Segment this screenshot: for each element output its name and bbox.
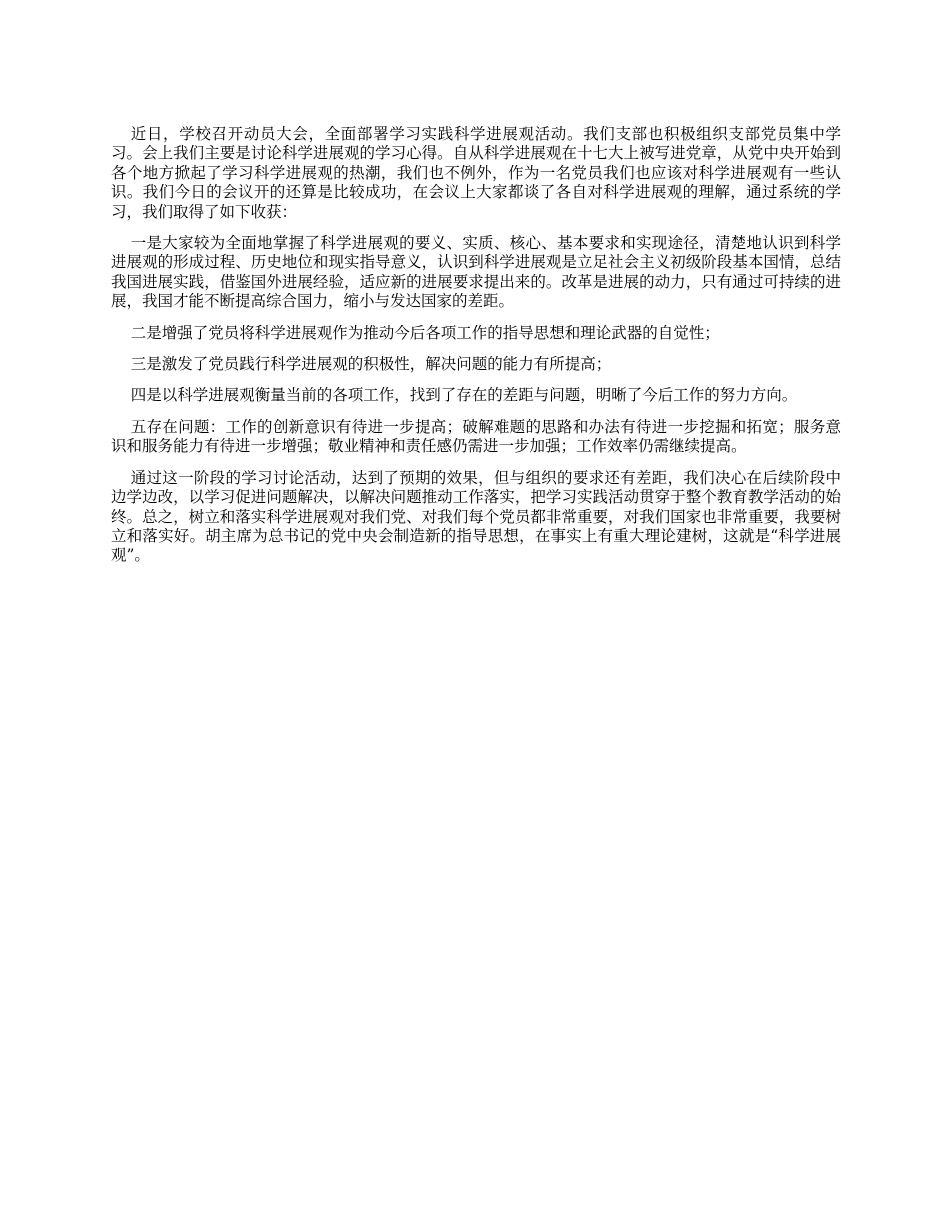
paragraph-point-one: 一是大家较为全面地掌握了科学进展观的要义、实质、核心、基本要求和实现途径，清楚地认识到科学进展观的形成过程、历史地位和现实指导意义，认识到科学进展观是立足社会主义初级阶段基本国情，总结我国进展实践，借鉴国外进展经验，适应新的进展要求提出来的。改革是进展的动力，只有通过可持续的进展，我国才能不断提高综合国力，缩小与发达国家的差距。 (111, 234, 841, 311)
paragraph-conclusion: 通过这一阶段的学习讨论活动，达到了预期的效果，但与组织的要求还有差距，我们决心在后续阶段中边学边改，以学习促进问题解决，以解决问题推动工作落实，把学习实践活动贯穿于整个教育教学活动的始终。总之，树立和落实科学进展观对我们党、对我们每个党员都非常重要，对我们国家也非常重要，我要树立和落实好。胡主席为总书记的党中央会制造新的指导思想，在事实上有重大理论建树，这就是“科学进展观”。 (111, 468, 841, 565)
paragraph-point-four: 四是以科学进展观衡量当前的各项工作，找到了存在的差距与问题，明晰了今后工作的努力方向。 (130, 386, 798, 405)
paragraph-point-two: 二是增强了党员将科学进展观作为推动今后各项工作的指导思想和理论武器的自觉性； (130, 323, 720, 342)
paragraph-point-five: 五存在问题：工作的创新意识有待进一步提高；破解难题的思路和办法有待进一步挖掘和拓宽；服务意识和服务能力有待进一步增强；敬业精神和责任感仍需进一步加强；工作效率仍需继续提高。 (111, 417, 841, 456)
paragraph-intro: 近日，学校召开动员大会，全面部署学习实践科学进展观活动。我们支部也积极组织支部党员集中学习。会上我们主要是讨论科学进展观的学习心得。自从科学进展观在十七大上被写进党章，从党中央开始到各个地方掀起了学习科学进展观的热潮，我们也不例外，作为一名党员我们也应该对科学进展观有一些认识。我们今日的会议开的还算是比较成功，在会议上大家都谈了各自对科学进展观的理解，通过系统的学习，我们取得了如下收获： (111, 125, 841, 221)
document-body (111, 125, 841, 578)
paragraph-point-three: 三是激发了党员践行科学进展观的积极性，解决问题的能力有所提高； (130, 355, 612, 374)
